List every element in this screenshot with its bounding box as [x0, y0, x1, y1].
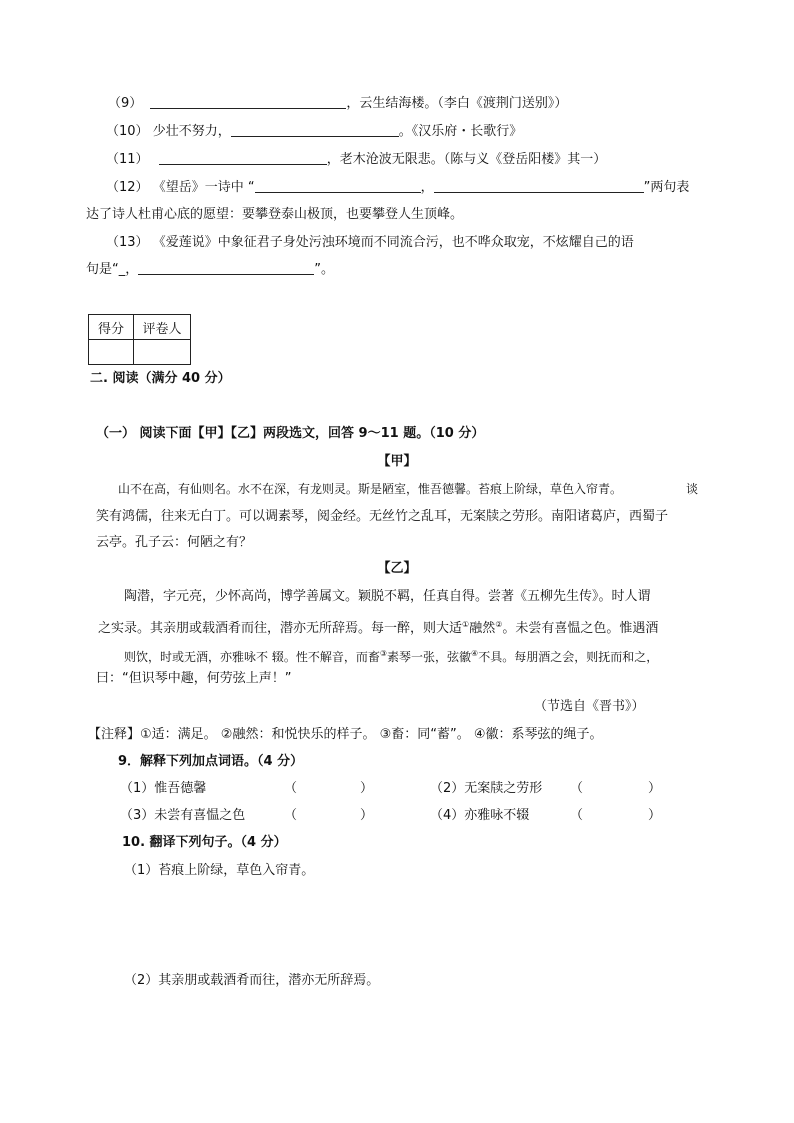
q10-number: （10） [106, 124, 149, 139]
q9-item-3 [120, 807, 374, 825]
q12-mid: ， [420, 180, 434, 195]
q12-blank-1[interactable] [255, 178, 421, 193]
q9-item-2-text: （2）无案牍之劳形 [430, 781, 543, 796]
passage-jia-text-1: 山不在高，有仙则名。水不在深，有龙则灵。斯是陋室，惟吾德馨。苔痕上阶绿，草色入帘青。 [118, 482, 623, 496]
yi-l2-b: 融然 [469, 621, 496, 636]
yi-l2-c: 。未尝有喜愠之色。惟遇酒 [502, 621, 659, 636]
q9-item-2 [430, 780, 662, 798]
q9-item-4-open: （ [570, 808, 584, 823]
passage-yi-line-3 [124, 645, 658, 666]
passage-yi-source: （节选自《晋书》） [534, 699, 645, 714]
q10-answer-area-2[interactable] [124, 995, 684, 1075]
passage-yi-line-2 [98, 616, 658, 638]
q9-item-4-answer[interactable] [586, 807, 646, 823]
q9-item-1-answer[interactable] [300, 780, 360, 796]
q9-item-4 [430, 807, 662, 825]
q12-continued: 达了诗人杜甫心底的愿望：要攀登泰山极顶，也要攀登人生顶峰。 [86, 207, 464, 222]
passage-jia-line-2: 笑有鸿儒，往来无白丁。可以调素琴，阅金经。无丝竹之乱耳，无案牍之劳形。南阳诸葛庐，西蜀子 [96, 509, 669, 524]
q13-number: （13） [106, 235, 149, 250]
note-ref-1: ① [462, 620, 470, 629]
question-10-title: 10. 翻译下列句子。（4 分） [122, 835, 287, 850]
note-ref-2: ② [495, 620, 503, 629]
score-header: 得分 [89, 315, 134, 340]
yi-l3-c: 不具。每朋酒之会，则抚而和之， [478, 650, 659, 664]
q11-line [106, 150, 606, 169]
q9-item-1-close: ） [360, 781, 374, 796]
part-1-title: （一） 阅读下面【甲】【乙】两段选文，回答 9～11 题。（10 分） [96, 426, 485, 441]
q10-pre: 少壮不努力， [152, 124, 231, 139]
q9-item-3-answer[interactable] [300, 807, 360, 823]
q10-sentence-2: （2）其亲朋或载酒肴而往，潜亦无所辞焉。 [124, 973, 380, 988]
passage-yi-line-1: 陶潜，字元亮，少怀高尚，博学善属文。颖脱不羁，任真自得。尝著《五柳先生传》。时人谓 [124, 589, 651, 604]
q9-item-4-close: ） [648, 808, 662, 823]
q9-number: （9） [108, 96, 143, 111]
question-9-title: 9．解释下列加点词语。（4 分） [118, 754, 304, 769]
q10-answer-area-1[interactable] [124, 885, 684, 965]
q9-item-2-answer[interactable] [586, 780, 646, 796]
passage-jia-text-1b: 谈 [686, 482, 699, 496]
yi-l3-b: 素琴一张，弦徽 [387, 650, 472, 664]
q10-line [106, 122, 522, 141]
q9-item-1-open: （ [284, 781, 298, 796]
q13-text: 《爱莲说》中象征君子身处污浊环境而不同流合污，也不哗众取宠，不炫耀自己的语 [152, 235, 634, 250]
q12-post: ”两句表 [643, 180, 690, 195]
q12-line [106, 178, 689, 197]
q11-blank[interactable] [159, 150, 327, 165]
grader-header: 评卷人 [134, 315, 191, 340]
q11-text: ，老木沧波无限悲。（陈与义《登岳阳楼》其一） [326, 152, 607, 167]
note-ref-3: ③ [379, 649, 387, 658]
q9-item-2-open: （ [570, 781, 584, 796]
passage-jia-label: 【甲】 [377, 454, 417, 469]
q13-blank[interactable] [138, 260, 314, 275]
q9-item-1-text: （1）惟吾德馨 [120, 781, 207, 796]
q9-text: ，云生结海楼。（李白《渡荆门送别》） [346, 96, 568, 111]
q12-pre: 《望岳》一诗中 “ [152, 180, 255, 195]
yi-l3-a: 则饮，时或无酒，亦雅咏不 辍。性不解音，而畜 [124, 650, 380, 664]
score-cell[interactable] [89, 340, 134, 365]
q10-post: 。《汉乐府・长歌行》 [398, 124, 523, 139]
q9-line [108, 94, 567, 113]
passage-jia-line-1 [118, 480, 699, 498]
annotations: 【注释】①适：满足。 ②融然：和悦快乐的样子。 ③畜：同“蓄”。 ④徽：系琴弦的绳子。 [88, 727, 603, 742]
q9-item-2-close: ） [648, 781, 662, 796]
q9-item-4-text: （4）亦雅咏不辍 [430, 808, 530, 823]
q13-cont-post: ”。 [314, 262, 334, 277]
yi-l2-a: 之实录。其亲朋或载酒肴而往，潜亦无所辞焉。每一醉，则大适 [98, 621, 463, 636]
q12-blank-2[interactable] [434, 178, 644, 193]
passage-yi-line-4: 曰：“但识琴中趣，何劳弦上声！” [96, 671, 292, 686]
q9-item-3-open: （ [284, 808, 298, 823]
grader-cell[interactable] [134, 340, 191, 365]
q9-item-1 [120, 780, 374, 798]
passage-jia-line-3: 云亭。孔子云：何陋之有？ [96, 535, 253, 550]
q9-blank[interactable] [150, 94, 346, 109]
passage-yi-label: 【乙】 [377, 561, 417, 576]
section-2-title: 二. 阅读（满分 40 分） [90, 371, 231, 386]
q13-continued [86, 260, 334, 279]
note-ref-4: ④ [471, 649, 479, 658]
q13-cont-pre: 句是“_， [86, 262, 139, 277]
q11-number: （11） [106, 152, 149, 167]
q9-item-3-close: ） [360, 808, 374, 823]
q10-sentence-1: （1）苔痕上阶绿，草色入帘青。 [124, 863, 315, 878]
q12-number: （12） [106, 180, 149, 195]
score-table [88, 314, 191, 365]
q13-line [106, 234, 634, 252]
q9-item-3-text: （3）未尝有喜愠之色 [120, 808, 246, 823]
q10-blank[interactable] [231, 122, 399, 137]
